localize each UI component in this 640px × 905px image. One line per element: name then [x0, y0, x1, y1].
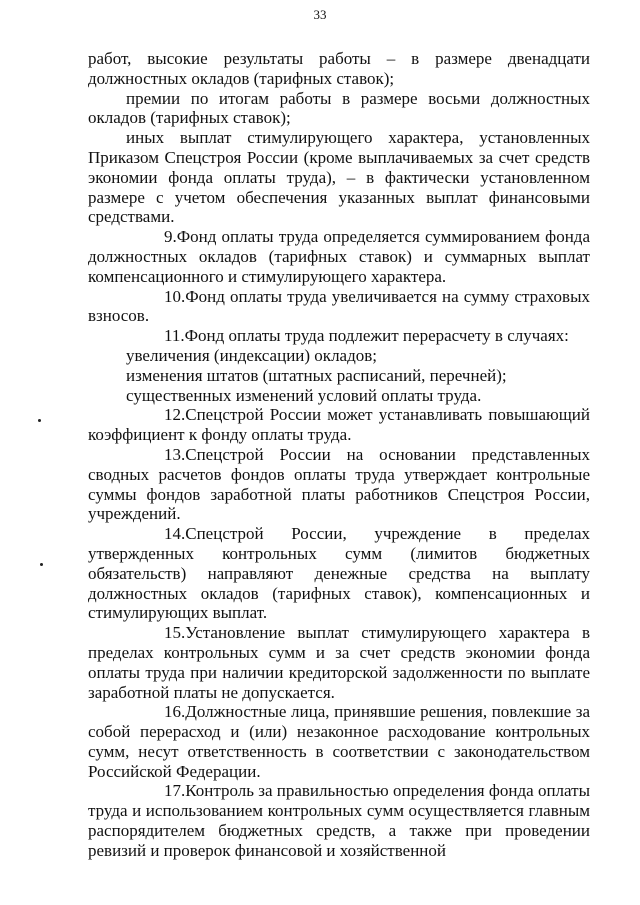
item-number: 16. [164, 702, 186, 722]
item-number: 15. [164, 623, 186, 643]
item-number: 9. [164, 227, 177, 247]
item-number: 11. [164, 326, 185, 346]
page-number: 33 [313, 7, 327, 22]
paragraph-item-16: 16.Должностные лица, принявшие решения, повлекшие за собой перерасход и (или) незаконное расходование контрольных сумм, несут ответственность в соответствии с законодательством Российской Федерации. [88, 702, 590, 781]
paragraph-item-11-case-2: изменения штатов (штатных расписаний, перечней); [126, 365, 507, 385]
paragraph-item-15: 15.Установление выплат стимулирующего характера в пределах контрольных сумм и за счет средств экономии фонда оплаты труда при наличии кредиторской задолженности по выплате заработной платы не допускается. [88, 623, 590, 702]
paragraph-item-14: 14.Спецстрой России, учреждение в пределах утвержденных контрольных сумм (лимитов бюджетных обязательств) направляют денежные средства на выплату должностных окладов (тарифных ставок), компенсационных и стимулирующих выплат. [88, 524, 590, 623]
paragraph-item-17: 17.Контроль за правильностью определения фонда оплаты труда и использованием контрольных сумм осуществляется главным распорядителем бюджетных средств, а также при проведении ревизий и проверок финансовой и хозяйственной [88, 781, 590, 860]
paragraph-item-10: 10.Фонд оплаты труда увеличивается на сумму страховых взносов. [88, 286, 590, 326]
paragraph-item-11-case-1: увеличения (индексации) окладов; [126, 345, 377, 365]
paragraph-item-12: 12.Спецстрой России может устанавливать повышающий коэффициент к фонду оплаты труда. [88, 405, 590, 445]
document-body [88, 49, 590, 861]
paragraph-item-13: 13.Спецстрой России на основании представленных сводных расчетов фондов оплаты труда утверждает контрольные суммы фондов заработной платы работников Спецстроя России, учреждений. [88, 444, 590, 524]
paragraph-item-11: 11.Фонд оплаты труда подлежит перерасчету в случаях: [88, 326, 590, 346]
item-number: 14. [164, 524, 186, 544]
margin-scan-mark [38, 419, 41, 422]
item-number: 17. [164, 781, 186, 801]
item-number: 13. [164, 444, 186, 464]
item-number: 12. [164, 405, 186, 425]
paragraph-1: работ, высокие результаты работы – в размере двенадцати должностных окладов (тарифных ставок); [88, 49, 590, 88]
margin-scan-mark [40, 563, 43, 566]
paragraph-item-11-case-3: существенных изменений условий оплаты труда. [126, 385, 482, 405]
paragraph-3: иных выплат стимулирующего характера, установленных Приказом Спецстроя России (кроме выплачиваемых за счет средств экономии фонда оплаты труда), – в фактически установленном размере с учетом обеспечения указанных выплат финансовыми средствами. [88, 128, 590, 227]
paragraph-item-9: 9.Фонд оплаты труда определяется суммированием фонда должностных окладов (тарифных ставок) и суммарных выплат компенсационного и стимулирующего характера. [88, 227, 590, 286]
paragraph-2: премии по итогам работы в размере восьми должностных окладов (тарифных ставок); [88, 88, 590, 128]
item-number: 10. [164, 286, 186, 306]
